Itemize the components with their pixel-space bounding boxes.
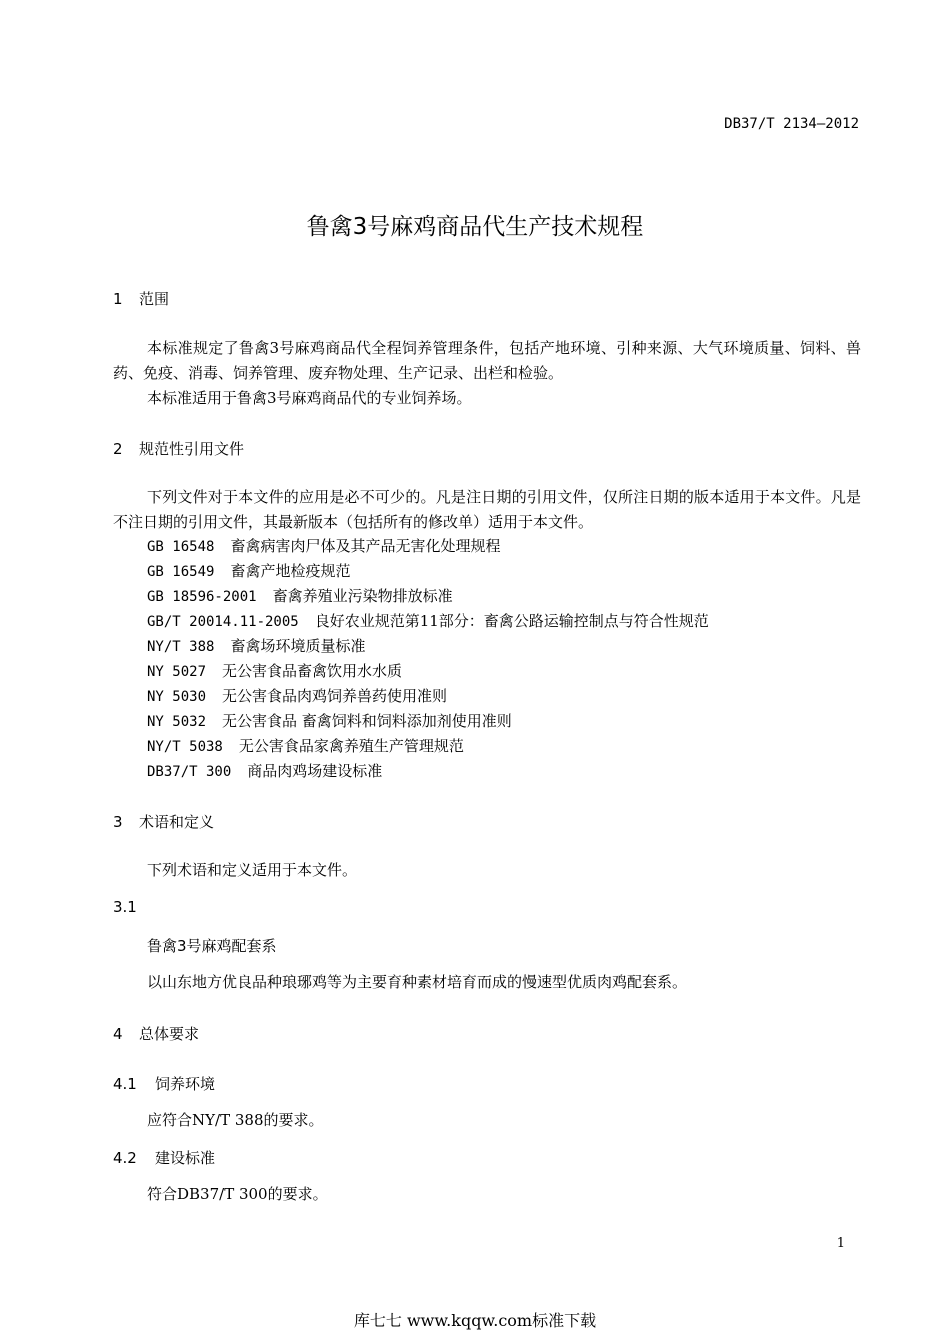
reference-title: 畜禽产地检疫规范 (230, 562, 351, 580)
reference-title: 无公害食品 畜禽饲料和饲料添加剂使用准则 (222, 712, 512, 730)
section-2-heading (113, 438, 244, 459)
reference-code: GB 18596-2001 (147, 589, 257, 605)
term-definition: 以山东地方优良品种琅琊鸡等为主要育种素材培育而成的慢速型优质肉鸡配套系。 (147, 973, 688, 991)
reference-item (147, 584, 453, 610)
document-title: 鲁禽3号麻鸡商品代生产技术规程 (306, 214, 644, 240)
reference-code: NY 5030 (147, 689, 207, 705)
section-1-paragraph-2: 本标准适用于鲁禽3号麻鸡商品代的专业饲养场。 (147, 389, 472, 407)
reference-item (147, 609, 709, 635)
section-3-heading (113, 811, 214, 832)
reference-title: 畜禽病害肉尸体及其产品无害化处理规程 (230, 537, 501, 555)
reference-item (147, 659, 402, 685)
reference-title: 畜禽场环境质量标准 (230, 637, 366, 655)
section-2-intro: 下列文件对于本文件的应用是必不可少的。凡是注日期的引用文件，仅所注日期的版本适用于本文件。凡是不注日期的引用文件，其最新版本（包括所有的修改单）适用于本文件。 (113, 488, 861, 531)
footer-watermark: 库七七 www.kqqw.com标准下载 (353, 1311, 597, 1330)
section-title: 范围 (139, 290, 170, 308)
reference-code: GB 16548 (147, 539, 215, 555)
subsection-4-2-text: 符合DB37/T 300的要求。 (147, 1185, 328, 1203)
reference-code: NY 5032 (147, 714, 207, 730)
reference-title: 无公害食品家禽养殖生产管理规范 (238, 737, 464, 755)
subsection-4-2-heading (113, 1147, 215, 1168)
subsection-number: 4.1 (113, 1075, 137, 1093)
reference-code: NY/T 5038 (147, 739, 223, 755)
term-title: 鲁禽3号麻鸡配套系 (147, 937, 277, 955)
reference-item (147, 709, 512, 735)
section-number: 2 (113, 440, 123, 458)
subsection-4-1-heading (113, 1073, 215, 1094)
subsection-number: 4.2 (113, 1149, 137, 1167)
reference-title: 无公害食品肉鸡饲养兽药使用准则 (222, 687, 448, 705)
term-number: 3.1 (113, 898, 137, 916)
reference-title: 良好农业规范第11部分：畜禽公路运输控制点与符合性规范 (314, 612, 709, 630)
reference-code: GB/T 20014.11-2005 (147, 614, 299, 630)
page-number: 1 (836, 1236, 845, 1251)
reference-title: 无公害食品畜禽饮用水水质 (222, 662, 403, 680)
section-title: 总体要求 (139, 1025, 200, 1043)
subsection-title: 饲养环境 (155, 1075, 216, 1093)
reference-item (147, 734, 464, 760)
section-1-paragraph-1: 本标准规定了鲁禽3号麻鸡商品代全程饲养管理条件，包括产地环境、引种来源、大气环境质量、饲料、兽药、免疫、消毒、饲养管理、废弃物处理、生产记录、出栏和检验。 (113, 339, 861, 382)
reference-code: DB37/T 300 (147, 764, 232, 780)
document-code: DB37/T 2134—2012 (724, 116, 859, 132)
reference-item (147, 759, 382, 785)
subsection-title: 建设标准 (155, 1149, 216, 1167)
section-title: 术语和定义 (139, 813, 215, 831)
section-title: 规范性引用文件 (139, 440, 245, 458)
reference-title: 畜禽养殖业污染物排放标准 (272, 587, 453, 605)
section-4-heading (113, 1023, 199, 1044)
reference-code: GB 16549 (147, 564, 215, 580)
reference-code: NY 5027 (147, 664, 207, 680)
section-number: 4 (113, 1025, 123, 1043)
section-number: 3 (113, 813, 123, 831)
reference-item (147, 684, 447, 710)
reference-item (147, 534, 500, 560)
section-1-heading (113, 288, 169, 309)
reference-item (147, 559, 350, 585)
reference-item (147, 634, 365, 660)
section-number: 1 (113, 290, 123, 308)
reference-code: NY/T 388 (147, 639, 215, 655)
subsection-4-1-text: 应符合NY/T 388的要求。 (147, 1111, 324, 1129)
section-3-intro: 下列术语和定义适用于本文件。 (147, 861, 358, 879)
reference-title: 商品肉鸡场建设标准 (247, 762, 383, 780)
